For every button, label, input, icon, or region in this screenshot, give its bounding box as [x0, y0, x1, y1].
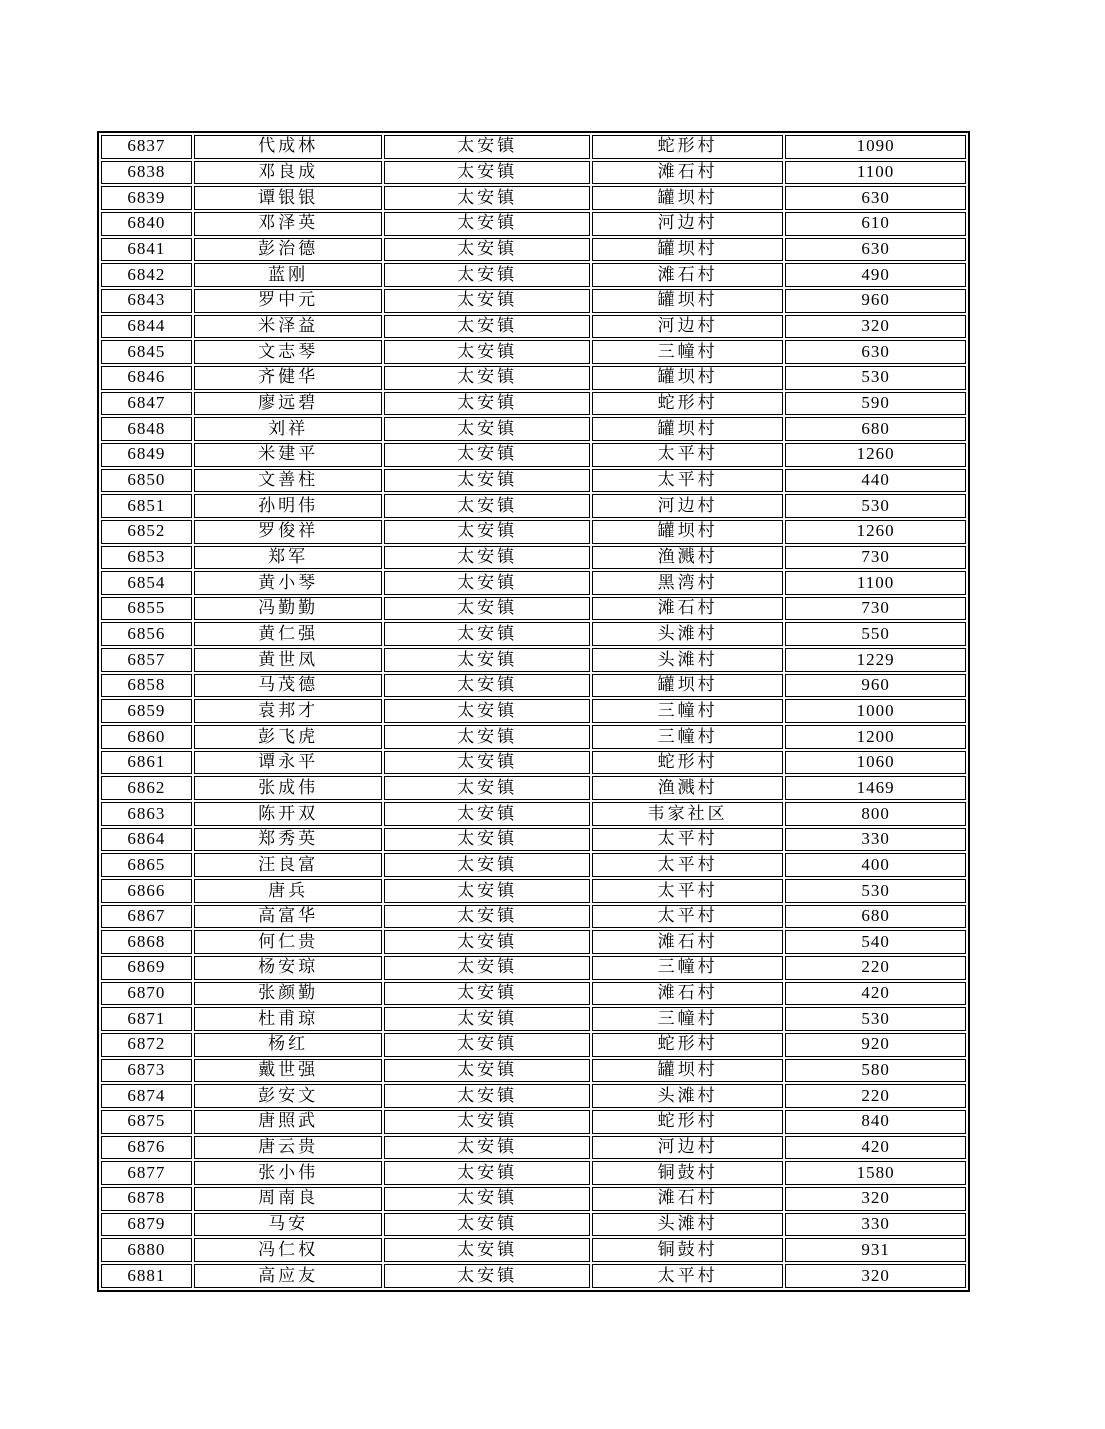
- cell-village: 黑湾村: [592, 571, 783, 595]
- table-row: [101, 443, 966, 467]
- cell-village: 太平村: [592, 853, 783, 877]
- cell-person-name: 马茂德: [194, 674, 383, 698]
- cell-town: 太安镇: [384, 494, 590, 518]
- cell-town: 太安镇: [384, 905, 590, 929]
- cell-amount: 800: [785, 802, 966, 826]
- cell-serial-number: 6873: [101, 1059, 192, 1083]
- cell-village: 三幢村: [592, 1007, 783, 1031]
- cell-serial-number: 6859: [101, 699, 192, 723]
- cell-amount: 220: [785, 956, 966, 980]
- cell-village: 头滩村: [592, 622, 783, 646]
- table-row: [101, 622, 966, 646]
- table-row: [101, 289, 966, 313]
- table-row: [101, 546, 966, 570]
- cell-village: 滩石村: [592, 1187, 783, 1211]
- cell-amount: 1580: [785, 1161, 966, 1185]
- cell-town: 太安镇: [384, 725, 590, 749]
- table-row: [101, 340, 966, 364]
- cell-town: 太安镇: [384, 982, 590, 1006]
- cell-amount: 220: [785, 1084, 966, 1108]
- cell-person-name: 冯仁权: [194, 1238, 383, 1262]
- cell-village: 罐坝村: [592, 366, 783, 390]
- cell-amount: 730: [785, 597, 966, 621]
- table-row: [101, 648, 966, 672]
- cell-town: 太安镇: [384, 1059, 590, 1083]
- cell-person-name: 廖远碧: [194, 392, 383, 416]
- cell-village: 罐坝村: [592, 289, 783, 313]
- cell-serial-number: 6862: [101, 776, 192, 800]
- cell-amount: 440: [785, 469, 966, 493]
- cell-person-name: 唐照武: [194, 1110, 383, 1134]
- cell-person-name: 戴世强: [194, 1059, 383, 1083]
- cell-town: 太安镇: [384, 776, 590, 800]
- cell-village: 河边村: [592, 315, 783, 339]
- table-row: [101, 1187, 966, 1211]
- cell-town: 太安镇: [384, 1110, 590, 1134]
- cell-person-name: 齐健华: [194, 366, 383, 390]
- cell-serial-number: 6881: [101, 1264, 192, 1288]
- cell-person-name: 彭安文: [194, 1084, 383, 1108]
- cell-person-name: 高富华: [194, 905, 383, 929]
- cell-town: 太安镇: [384, 186, 590, 210]
- table-row: [101, 1033, 966, 1057]
- cell-serial-number: 6847: [101, 392, 192, 416]
- cell-person-name: 唐云贵: [194, 1136, 383, 1160]
- cell-village: 铜鼓村: [592, 1238, 783, 1262]
- cell-person-name: 杜甫琼: [194, 1007, 383, 1031]
- cell-serial-number: 6850: [101, 469, 192, 493]
- table-row: [101, 1238, 966, 1262]
- cell-town: 太安镇: [384, 597, 590, 621]
- table-row: [101, 494, 966, 518]
- cell-village: 蛇形村: [592, 135, 783, 159]
- cell-amount: 320: [785, 315, 966, 339]
- cell-town: 太安镇: [384, 1084, 590, 1108]
- cell-town: 太安镇: [384, 392, 590, 416]
- cell-serial-number: 6855: [101, 597, 192, 621]
- cell-person-name: 文志琴: [194, 340, 383, 364]
- cell-amount: 960: [785, 289, 966, 313]
- cell-amount: 530: [785, 1007, 966, 1031]
- cell-serial-number: 6856: [101, 622, 192, 646]
- cell-amount: 1229: [785, 648, 966, 672]
- cell-serial-number: 6837: [101, 135, 192, 159]
- cell-person-name: 蓝刚: [194, 263, 383, 287]
- cell-person-name: 郑军: [194, 546, 383, 570]
- table-row: [101, 1136, 966, 1160]
- cell-amount: 1100: [785, 571, 966, 595]
- cell-amount: 1200: [785, 725, 966, 749]
- cell-town: 太安镇: [384, 930, 590, 954]
- cell-amount: 1060: [785, 751, 966, 775]
- cell-village: 太平村: [592, 879, 783, 903]
- cell-serial-number: 6872: [101, 1033, 192, 1057]
- cell-village: 罐坝村: [592, 238, 783, 262]
- cell-amount: 530: [785, 879, 966, 903]
- cell-village: 三幢村: [592, 340, 783, 364]
- cell-serial-number: 6858: [101, 674, 192, 698]
- cell-town: 太安镇: [384, 853, 590, 877]
- cell-serial-number: 6876: [101, 1136, 192, 1160]
- cell-amount: 400: [785, 853, 966, 877]
- cell-village: 河边村: [592, 494, 783, 518]
- table-row: [101, 853, 966, 877]
- cell-person-name: 汪良富: [194, 853, 383, 877]
- cell-amount: 320: [785, 1264, 966, 1288]
- cell-amount: 630: [785, 238, 966, 262]
- cell-amount: 580: [785, 1059, 966, 1083]
- cell-person-name: 马安: [194, 1213, 383, 1237]
- cell-town: 太安镇: [384, 315, 590, 339]
- cell-amount: 1469: [785, 776, 966, 800]
- table-row: [101, 930, 966, 954]
- cell-serial-number: 6849: [101, 443, 192, 467]
- cell-serial-number: 6839: [101, 186, 192, 210]
- cell-person-name: 郑秀英: [194, 828, 383, 852]
- cell-town: 太安镇: [384, 1007, 590, 1031]
- cell-amount: 1260: [785, 520, 966, 544]
- cell-serial-number: 6852: [101, 520, 192, 544]
- cell-serial-number: 6875: [101, 1110, 192, 1134]
- cell-amount: 630: [785, 340, 966, 364]
- cell-person-name: 张颜勤: [194, 982, 383, 1006]
- cell-amount: 1000: [785, 699, 966, 723]
- table-row: [101, 1007, 966, 1031]
- table-row: [101, 1059, 966, 1083]
- cell-person-name: 陈开双: [194, 802, 383, 826]
- table-row: [101, 392, 966, 416]
- cell-person-name: 代成林: [194, 135, 383, 159]
- table-row: [101, 1213, 966, 1237]
- cell-person-name: 罗俊祥: [194, 520, 383, 544]
- cell-town: 太安镇: [384, 417, 590, 441]
- cell-town: 太安镇: [384, 469, 590, 493]
- cell-town: 太安镇: [384, 161, 590, 185]
- cell-amount: 1090: [785, 135, 966, 159]
- cell-serial-number: 6844: [101, 315, 192, 339]
- cell-village: 河边村: [592, 212, 783, 236]
- cell-serial-number: 6853: [101, 546, 192, 570]
- cell-town: 太安镇: [384, 674, 590, 698]
- cell-village: 滩石村: [592, 263, 783, 287]
- cell-village: 头滩村: [592, 648, 783, 672]
- cell-serial-number: 6877: [101, 1161, 192, 1185]
- cell-amount: 630: [785, 186, 966, 210]
- cell-village: 蛇形村: [592, 392, 783, 416]
- cell-person-name: 杨红: [194, 1033, 383, 1057]
- cell-amount: 330: [785, 1213, 966, 1237]
- cell-amount: 550: [785, 622, 966, 646]
- cell-amount: 420: [785, 982, 966, 1006]
- cell-person-name: 彭治德: [194, 238, 383, 262]
- table-row: [101, 520, 966, 544]
- cell-person-name: 孙明伟: [194, 494, 383, 518]
- cell-serial-number: 6863: [101, 802, 192, 826]
- cell-person-name: 罗中元: [194, 289, 383, 313]
- table-row: [101, 879, 966, 903]
- cell-amount: 490: [785, 263, 966, 287]
- cell-person-name: 谭银银: [194, 186, 383, 210]
- cell-village: 铜鼓村: [592, 1161, 783, 1185]
- cell-town: 太安镇: [384, 135, 590, 159]
- cell-village: 太平村: [592, 828, 783, 852]
- cell-person-name: 何仁贵: [194, 930, 383, 954]
- cell-village: 河边村: [592, 1136, 783, 1160]
- table-row: [101, 263, 966, 287]
- cell-person-name: 谭永平: [194, 751, 383, 775]
- table-row: [101, 212, 966, 236]
- cell-town: 太安镇: [384, 263, 590, 287]
- cell-amount: 730: [785, 546, 966, 570]
- cell-serial-number: 6869: [101, 956, 192, 980]
- cell-town: 太安镇: [384, 1033, 590, 1057]
- cell-person-name: 杨安琼: [194, 956, 383, 980]
- cell-town: 太安镇: [384, 520, 590, 544]
- cell-town: 太安镇: [384, 828, 590, 852]
- cell-town: 太安镇: [384, 289, 590, 313]
- cell-village: 滩石村: [592, 930, 783, 954]
- cell-amount: 1100: [785, 161, 966, 185]
- cell-town: 太安镇: [384, 802, 590, 826]
- table-row: [101, 238, 966, 262]
- table-row: [101, 725, 966, 749]
- cell-serial-number: 6848: [101, 417, 192, 441]
- cell-town: 太安镇: [384, 1213, 590, 1237]
- cell-serial-number: 6871: [101, 1007, 192, 1031]
- cell-town: 太安镇: [384, 879, 590, 903]
- cell-village: 头滩村: [592, 1084, 783, 1108]
- cell-village: 太平村: [592, 443, 783, 467]
- cell-village: 罐坝村: [592, 186, 783, 210]
- cell-village: 韦家社区: [592, 802, 783, 826]
- cell-town: 太安镇: [384, 571, 590, 595]
- cell-town: 太安镇: [384, 1238, 590, 1262]
- cell-person-name: 冯勤勤: [194, 597, 383, 621]
- table-row: [101, 161, 966, 185]
- cell-town: 太安镇: [384, 1187, 590, 1211]
- cell-person-name: 米建平: [194, 443, 383, 467]
- cell-amount: 540: [785, 930, 966, 954]
- cell-village: 滩石村: [592, 597, 783, 621]
- table-row: [101, 315, 966, 339]
- cell-village: 罐坝村: [592, 520, 783, 544]
- cell-serial-number: 6878: [101, 1187, 192, 1211]
- cell-serial-number: 6843: [101, 289, 192, 313]
- table-row: [101, 1110, 966, 1134]
- cell-village: 渔溅村: [592, 546, 783, 570]
- table-row: [101, 751, 966, 775]
- cell-person-name: 彭飞虎: [194, 725, 383, 749]
- cell-serial-number: 6840: [101, 212, 192, 236]
- cell-town: 太安镇: [384, 212, 590, 236]
- table-row: [101, 699, 966, 723]
- cell-town: 太安镇: [384, 340, 590, 364]
- cell-person-name: 周南良: [194, 1187, 383, 1211]
- cell-person-name: 高应友: [194, 1264, 383, 1288]
- cell-village: 三幢村: [592, 699, 783, 723]
- cell-amount: 931: [785, 1238, 966, 1262]
- cell-amount: 530: [785, 366, 966, 390]
- table-row: [101, 1161, 966, 1185]
- table-row: [101, 571, 966, 595]
- cell-amount: 680: [785, 905, 966, 929]
- cell-serial-number: 6866: [101, 879, 192, 903]
- table-row: [101, 956, 966, 980]
- cell-serial-number: 6870: [101, 982, 192, 1006]
- cell-amount: 420: [785, 1136, 966, 1160]
- cell-town: 太安镇: [384, 1161, 590, 1185]
- cell-serial-number: 6838: [101, 161, 192, 185]
- cell-person-name: 文善柱: [194, 469, 383, 493]
- cell-town: 太安镇: [384, 546, 590, 570]
- cell-person-name: 邓泽英: [194, 212, 383, 236]
- cell-amount: 330: [785, 828, 966, 852]
- table-row: [101, 776, 966, 800]
- cell-person-name: 刘祥: [194, 417, 383, 441]
- cell-serial-number: 6846: [101, 366, 192, 390]
- cell-serial-number: 6879: [101, 1213, 192, 1237]
- table-row: [101, 186, 966, 210]
- table-row: [101, 417, 966, 441]
- cell-town: 太安镇: [384, 1136, 590, 1160]
- cell-amount: 960: [785, 674, 966, 698]
- cell-village: 滩石村: [592, 161, 783, 185]
- cell-person-name: 黄仁强: [194, 622, 383, 646]
- cell-person-name: 袁邦才: [194, 699, 383, 723]
- cell-serial-number: 6864: [101, 828, 192, 852]
- table-row: [101, 1084, 966, 1108]
- table-row: [101, 802, 966, 826]
- cell-amount: 680: [785, 417, 966, 441]
- cell-serial-number: 6854: [101, 571, 192, 595]
- cell-serial-number: 6865: [101, 853, 192, 877]
- cell-village: 罐坝村: [592, 1059, 783, 1083]
- cell-amount: 610: [785, 212, 966, 236]
- cell-serial-number: 6851: [101, 494, 192, 518]
- cell-town: 太安镇: [384, 956, 590, 980]
- table-row: [101, 828, 966, 852]
- cell-serial-number: 6867: [101, 905, 192, 929]
- cell-amount: 920: [785, 1033, 966, 1057]
- roster-table: [97, 131, 970, 1292]
- cell-serial-number: 6861: [101, 751, 192, 775]
- cell-amount: 1260: [785, 443, 966, 467]
- cell-serial-number: 6868: [101, 930, 192, 954]
- cell-village: 滩石村: [592, 982, 783, 1006]
- cell-amount: 320: [785, 1187, 966, 1211]
- cell-person-name: 黄世凤: [194, 648, 383, 672]
- cell-person-name: 黄小琴: [194, 571, 383, 595]
- cell-town: 太安镇: [384, 238, 590, 262]
- cell-village: 太平村: [592, 1264, 783, 1288]
- cell-serial-number: 6845: [101, 340, 192, 364]
- cell-serial-number: 6841: [101, 238, 192, 262]
- cell-person-name: 张成伟: [194, 776, 383, 800]
- table-row: [101, 366, 966, 390]
- cell-person-name: 邓良成: [194, 161, 383, 185]
- cell-village: 蛇形村: [592, 1110, 783, 1134]
- cell-person-name: 张小伟: [194, 1161, 383, 1185]
- cell-serial-number: 6880: [101, 1238, 192, 1262]
- table-row: [101, 905, 966, 929]
- cell-village: 太平村: [592, 469, 783, 493]
- cell-town: 太安镇: [384, 622, 590, 646]
- table-row: [101, 597, 966, 621]
- cell-town: 太安镇: [384, 648, 590, 672]
- cell-serial-number: 6842: [101, 263, 192, 287]
- cell-village: 罐坝村: [592, 674, 783, 698]
- table-row: [101, 1264, 966, 1288]
- cell-serial-number: 6860: [101, 725, 192, 749]
- cell-town: 太安镇: [384, 443, 590, 467]
- cell-town: 太安镇: [384, 366, 590, 390]
- cell-village: 蛇形村: [592, 751, 783, 775]
- cell-village: 罐坝村: [592, 417, 783, 441]
- table-row: [101, 135, 966, 159]
- cell-person-name: 唐兵: [194, 879, 383, 903]
- cell-town: 太安镇: [384, 699, 590, 723]
- cell-amount: 530: [785, 494, 966, 518]
- cell-town: 太安镇: [384, 751, 590, 775]
- table-row: [101, 469, 966, 493]
- cell-amount: 590: [785, 392, 966, 416]
- cell-serial-number: 6874: [101, 1084, 192, 1108]
- cell-village: 渔溅村: [592, 776, 783, 800]
- cell-village: 蛇形村: [592, 1033, 783, 1057]
- cell-village: 三幢村: [592, 956, 783, 980]
- cell-amount: 840: [785, 1110, 966, 1134]
- table-row: [101, 982, 966, 1006]
- cell-village: 头滩村: [592, 1213, 783, 1237]
- table-row: [101, 674, 966, 698]
- cell-person-name: 米泽益: [194, 315, 383, 339]
- cell-village: 三幢村: [592, 725, 783, 749]
- cell-village: 太平村: [592, 905, 783, 929]
- cell-town: 太安镇: [384, 1264, 590, 1288]
- cell-serial-number: 6857: [101, 648, 192, 672]
